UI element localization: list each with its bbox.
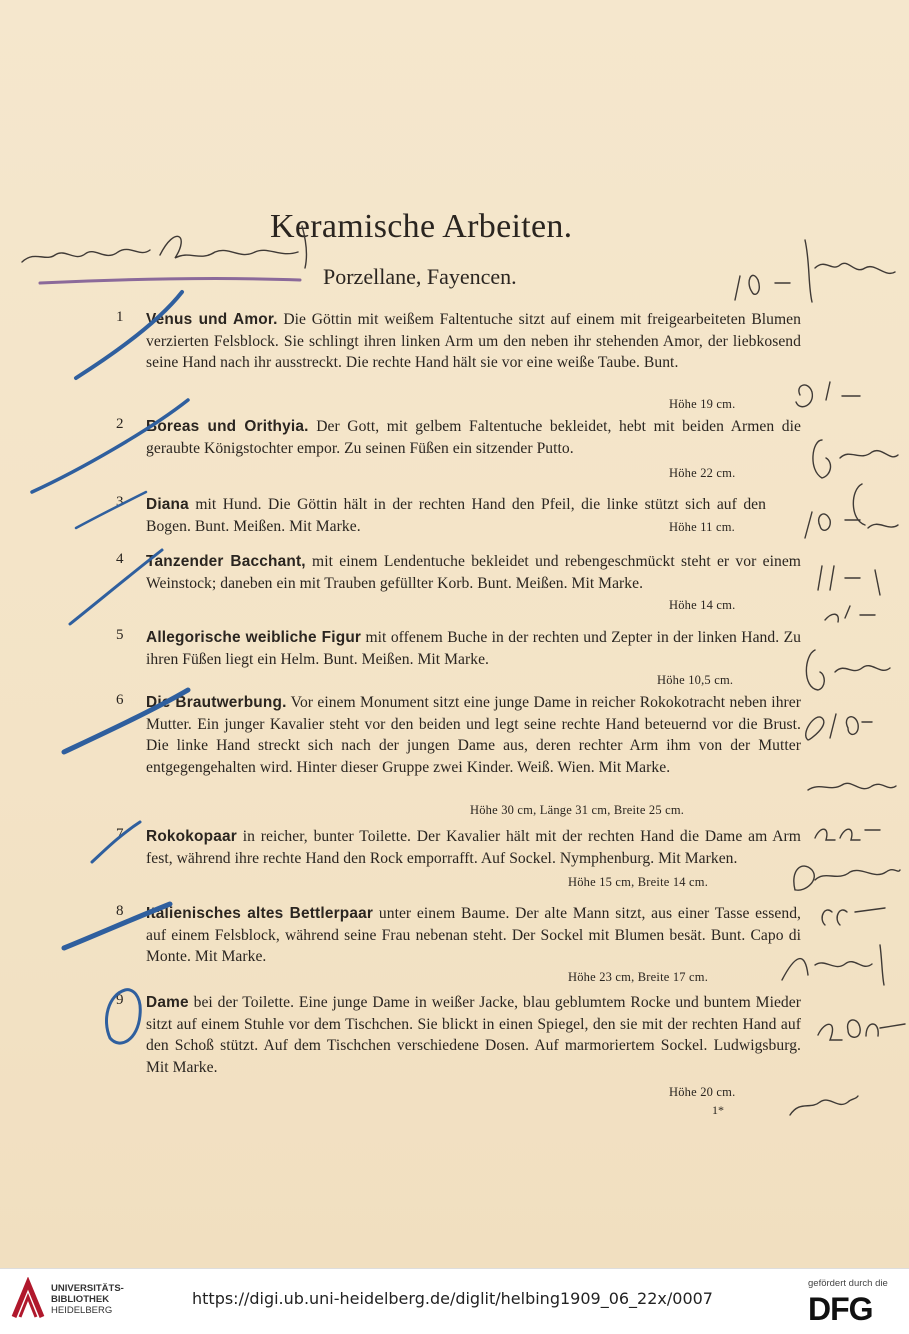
handwritten-price-9 — [818, 1020, 905, 1040]
page-number: 1* — [712, 1103, 724, 1117]
entry-text — [146, 692, 801, 778]
entry-text — [146, 416, 801, 459]
handwritten-price-7 — [815, 829, 880, 840]
entry-1-dimensions: Höhe 19 cm. — [669, 397, 736, 411]
entry-text — [146, 903, 801, 968]
entry-number: 9 — [116, 992, 124, 1008]
entry-number: 2 — [116, 416, 124, 432]
handwritten-buyer-7 — [794, 866, 900, 890]
entry-number: 4 — [116, 551, 124, 567]
entry-heading: Diana — [146, 496, 189, 513]
entry-description: Vor einem Monument sitzt eine junge Dame in reicher Rokokotracht neben ihrer Mutter. Ein junger Kavalier steht vor den beiden und legt seine rechte Hand beteuernd vor die Brust. Die linke Hand streckt sich nach der jungen Dame aus, deren rechter Arm ihm von der Mutter entgegengehalten wird. Hinter dieser Gruppe zwei Kinder. Weiß. Wien. Mit Marke. — [146, 694, 801, 776]
entry-number: 5 — [116, 627, 124, 643]
entry-number: 1 — [116, 309, 124, 325]
entry-text — [146, 826, 801, 869]
entry-7-dimensions: Höhe 15 cm, Breite 14 cm. — [568, 875, 709, 889]
entry-6-dimensions: Höhe 30 cm, Länge 31 cm, Breite 25 cm. — [470, 803, 685, 817]
entry-text — [146, 627, 801, 670]
entry-description: mit einem Lendentuche bekleidet und rebengeschmückt steht er vor einem Weinstock; daneben ein mit Trauben gefüllter Korb. Bunt. Meißen. Mit Marke. — [146, 553, 801, 592]
blue-tick-3 — [76, 492, 146, 528]
document-url-link[interactable]: https://digi.ub.uni-heidelberg.de/diglit/helbing1909_06_22x/0007 — [192, 1289, 713, 1308]
entry-4-dimensions: Höhe 14 cm. — [669, 598, 736, 612]
entry-heading: Allegorische weibliche Figur — [146, 629, 362, 646]
entry-heading: Dame — [146, 994, 189, 1011]
entry-heading: Boreas und Orithyia. — [146, 418, 309, 435]
entry-description: mit Hund. Die Göttin hält in der rechten Hand den Pfeil, die linke stützt sich auf den Bogen. Bunt. Meißen. Mit Marke. — [146, 496, 766, 535]
university-library-logo-icon — [10, 1277, 46, 1323]
entry-heading: Italienisches altes Bettlerpaar — [146, 905, 374, 922]
page-title: Keramische Arbeiten. — [270, 208, 573, 245]
entry-text — [146, 992, 801, 1078]
dfg-logo: DFG — [808, 1291, 873, 1327]
entry-description: in reicher, bunter Toilette. Der Kavalier hält mit der rechten Hand die Dame am Arm fest, während ihre rechte Hand den Rock emporrafft. Auf Sockel. Nymphenburg. Mit Marken. — [146, 828, 801, 867]
entry-number: 6 — [116, 692, 124, 708]
handwritten-buyer-5 — [806, 650, 890, 690]
entry-text — [146, 309, 801, 374]
entry-number: 8 — [116, 903, 124, 919]
handwritten-price-6 — [806, 714, 872, 740]
entry-heading: Tanzender Bacchant, — [146, 553, 306, 570]
entry-heading: Venus und Amor. — [146, 311, 278, 328]
entry-heading: Rokokopaar — [146, 828, 237, 845]
handwritten-price-2 — [796, 382, 860, 407]
entry-heading: Die Brautwerbung. — [146, 694, 287, 711]
viewer-footer — [0, 1268, 909, 1334]
funding-note: gefördert durch die — [808, 1278, 888, 1289]
handwritten-nach-ernesson — [22, 226, 306, 268]
handwritten-price-8 — [822, 908, 885, 925]
handwritten-buyer-9 — [790, 1096, 858, 1115]
handwritten-price-1 — [735, 240, 895, 302]
entry-description: Die Göttin mit weißem Faltentuche sitzt auf einem mit freigearbeiteten Blumen verzierten Felsblock. Sie schlingt ihren linken Arm um den neben ihr stehenden Amor, der liebkosend seine Hand nach ihr ausstreckt. Die rechte Hand hält sie vor eine weiße Taube. Bunt. — [146, 311, 801, 372]
violet-underline — [40, 279, 300, 283]
handwritten-price-5 — [825, 606, 875, 622]
entry-description: mit offenem Buche in der rechten und Zepter in der linken Hand. Zu ihren Füßen liegt ein Helm. Bunt. Meißen. Mit Marke. — [146, 629, 801, 668]
entry-text — [146, 551, 801, 594]
handwritten-price-4 — [818, 566, 880, 595]
library-name: UNIVERSITÄTS- BIBLIOTHEK HEIDELBERG — [51, 1283, 124, 1316]
entry-description: unter einem Baume. Der alte Mann sitzt, aus einer Tasse essend, auf einem Felsblock, während seine Frau nebenan steht. Der Sockel mit Blumen besät. Bunt. Capo di Monte. Mit Marke. — [146, 905, 802, 966]
handwritten-buyer-2 — [813, 440, 898, 478]
handwritten-price-3 — [805, 484, 898, 538]
entry-2-dimensions: Höhe 22 cm. — [669, 466, 736, 480]
entry-description: Der Gott, mit gelbem Faltentuche bekleidet, hebt mit beiden Armen die geraubte Königstochter empor. Zu seinen Füßen ein sitzender Putto. — [146, 418, 802, 457]
entry-number: 7 — [116, 826, 124, 842]
handwritten-buyer-6 — [808, 783, 896, 790]
entry-description: bei der Toilette. Eine junge Dame in weißer Jacke, blau geblumtem Rocke und buntem Mieder sitzt auf einem Stuhle vor dem Tischchen. Sie blickt in einen Spiegel, den sie mit der rechten Hand auf den Schoß stützt. Auf dem Tischchen verschiedene Dosen. Auf marmoriertem Sockel. Ludwigsburg. Mit Marke. — [146, 994, 801, 1076]
entry-number: 3 — [116, 494, 124, 510]
page-subtitle: Porzellane, Fayencen. — [323, 264, 517, 289]
entry-5-dimensions: Höhe 10,5 cm. — [657, 673, 734, 687]
entry-9-dimensions: Höhe 20 cm. — [669, 1085, 736, 1099]
entry-8-dimensions: Höhe 23 cm, Breite 17 cm. — [568, 970, 709, 984]
entry-3-dimensions: Höhe 11 cm. — [669, 520, 735, 534]
